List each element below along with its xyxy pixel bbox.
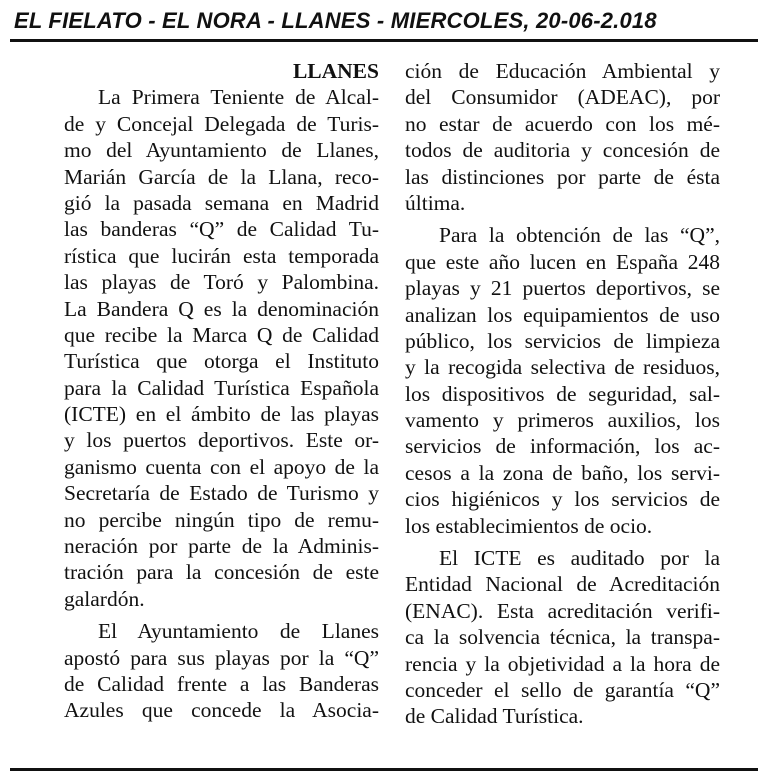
text-line: Entidad Nacional de Acreditación — [405, 572, 720, 597]
text-line: ca la solvencia técnica, la transpa- — [405, 625, 720, 650]
paragraph-2 — [64, 618, 379, 724]
text-line: apostó para sus playas por la “Q” — [64, 645, 379, 670]
text-line: Marián García de la Llana, reco- — [64, 164, 379, 189]
paragraph-4 — [405, 222, 720, 539]
text-line: servicios de información, los ac- — [405, 434, 720, 459]
text-line: La Primera Teniente de Alcal- — [98, 85, 379, 110]
text-line: ción de Educación Ambiental y — [405, 59, 720, 83]
text-line: Azules que concede la Asocia- — [64, 698, 379, 723]
text-line: El ICTE es auditado por la — [439, 546, 720, 571]
text-line: rística que lucirán esta temporada — [64, 243, 379, 268]
text-line: no estar de acuerdo con los mé- — [405, 111, 720, 136]
article-column-right — [405, 58, 720, 730]
text-line: rencia y la objetividad a la hora de — [405, 651, 720, 676]
text-line: público, los servicios de limpieza — [405, 328, 720, 353]
article-column-left — [64, 58, 379, 724]
text-line: cios higiénicos y los servicios de — [405, 487, 720, 512]
text-line: y la recogida selectiva de residuos, — [405, 355, 720, 380]
text-line: de Calidad frente a las Banderas — [64, 671, 379, 696]
text-line: última. — [405, 190, 466, 215]
footer-rule — [10, 768, 758, 771]
text-line: vamento y primeros auxilios, los — [405, 408, 720, 433]
text-line: mo del Ayuntamiento de Llanes, — [64, 138, 379, 163]
text-line: neración por parte de la Adminis- — [64, 534, 379, 559]
text-line: de y Concejal Delegada de Turis- — [64, 111, 379, 136]
text-line: para la Calidad Turística Española — [64, 375, 379, 400]
paragraph-1 — [64, 84, 379, 612]
text-line: los dispositivos de seguridad, sal- — [405, 381, 720, 406]
text-line: que recibe la Marca Q de Calidad — [64, 322, 379, 347]
text-line: El Ayuntamiento de Llanes — [98, 619, 379, 644]
text-line: cesos a la zona de baño, los servi- — [405, 460, 720, 485]
text-line: las distinciones por parte de ésta — [405, 164, 720, 189]
text-line: Para la obtención de las “Q”, — [439, 223, 720, 248]
text-line: de Calidad Turística. — [405, 704, 584, 729]
text-line: (ICTE) en el ámbito de las playas — [64, 402, 379, 427]
text-line: no percibe ningún tipo de remu- — [64, 507, 379, 532]
text-line: las playas de Toró y Palombina. — [64, 270, 379, 295]
text-line: La Bandera Q es la denominación — [64, 296, 379, 321]
text-line: gió la pasada semana en Madrid — [64, 190, 379, 215]
text-line: del Consumidor (ADEAC), por — [405, 85, 720, 110]
text-line: y los puertos deportivos. Este or- — [64, 428, 379, 453]
text-line: que este año lucen en España 248 — [405, 249, 720, 274]
text-line: los establecimientos de ocio. — [405, 513, 653, 538]
text-line: analizan los equipamientos de uso — [405, 302, 720, 327]
text-line: Turística que otorga el Instituto — [64, 349, 379, 374]
page-header: EL FIELATO - EL NORA - LLANES - MIERCOLES, 20-06-2.018 — [14, 8, 657, 33]
text-line: galardón. — [64, 586, 145, 611]
text-line: todos de auditoria y concesión de — [405, 138, 720, 163]
text-line: tración para la concesión de este — [64, 560, 379, 585]
text-line: (ENAC). Esta acreditación verifi- — [405, 598, 720, 623]
article-location: LLANES — [292, 59, 379, 83]
text-line: playas y 21 puertos deportivos, se — [405, 276, 720, 301]
paragraph-3 — [405, 58, 720, 216]
text-line: Secretaría de Estado de Turismo y — [64, 481, 379, 506]
text-line: las banderas “Q” de Calidad Tu- — [64, 217, 379, 242]
header-rule — [10, 39, 758, 42]
paragraph-5 — [405, 545, 720, 730]
text-line: conceder el sello de garantía “Q” — [405, 677, 720, 702]
text-line: ganismo cuenta con el apoyo de la — [64, 454, 379, 479]
